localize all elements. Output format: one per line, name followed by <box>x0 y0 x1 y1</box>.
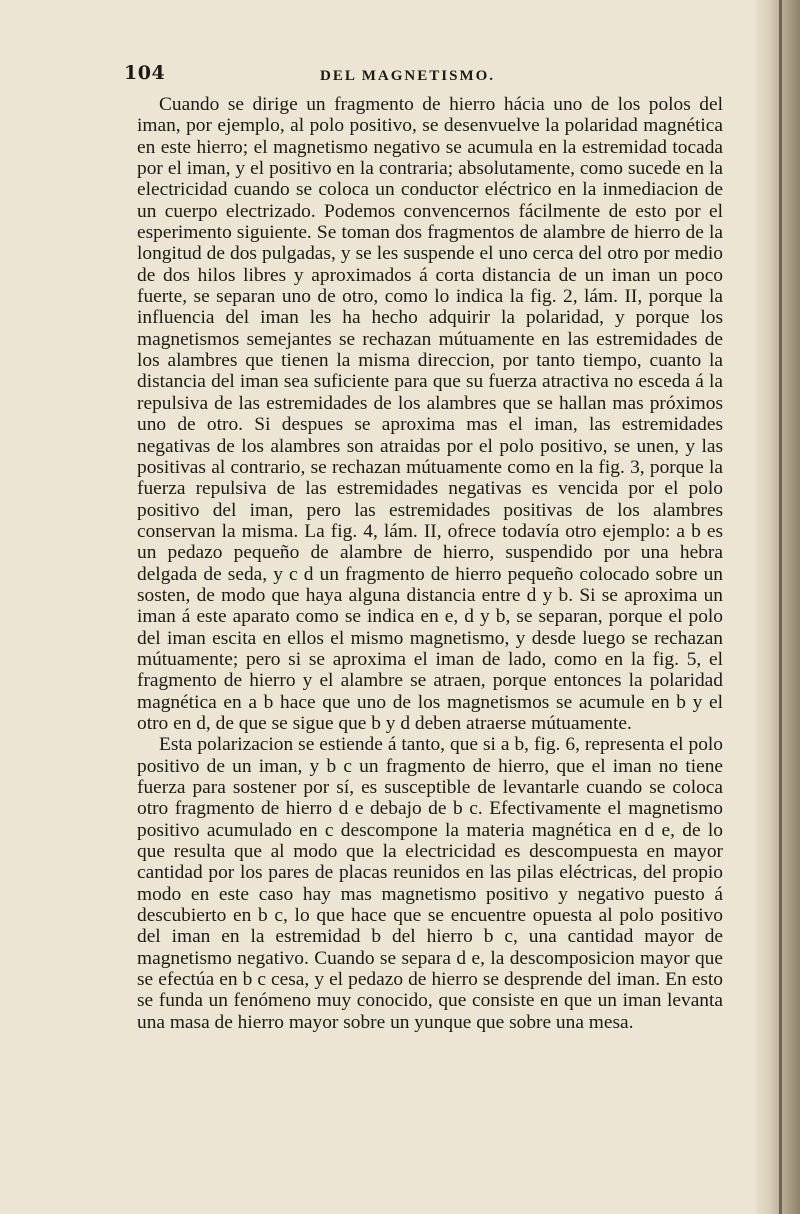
page-header <box>124 62 684 88</box>
paragraph-2: Esta polarizacion se estiende á tanto, que si a b, fig. 6, representa el polo positivo de un iman, y b c un fragmento de hierro, que el iman no tiene fuerza para sostener por sí, es susceptible de levantarle cuando se coloca otro fragmento de hierro d e debajo de b c. Efectivamente el magnetismo positivo acumulado en c descompone la materia magnética en d e, de lo que resulta que al modo que la electricidad es descompuesta en mayor cantidad por los pares de placas reunidos en las pilas eléctricas, del propio modo en este caso hay mas magnetismo positivo y negativo puesto á descubierto en b c, lo que hace que se encuentre opuesta al polo positivo del iman en la estremidad b del hierro b c, una cantidad mayor de magnetismo negativo. Cuando se separa d e, la descomposicion mayor que se efectúa en b c cesa, y el pedazo de hierro se desprende del iman. En esto se funda un fenómeno muy conocido, que consiste en que un iman levanta una masa de hierro mayor sobre un yunque que sobre una mesa. <box>137 734 723 1033</box>
book-spine-edge <box>779 0 782 1214</box>
book-spine-shadow <box>756 0 800 1214</box>
running-head: DEL MAGNETISMO. <box>320 68 496 84</box>
paragraph-1: Cuando se dirige un fragmento de hierro hácia uno de los polos del iman, por ejemplo, al polo positivo, se desenvuelve la polaridad magnética en este hierro; el magnetismo negativo se acumula en la estremidad tocada por el iman, y el positivo en la contraria; absolutamente, como sucede en la electricidad cuando se coloca un conductor eléctrico en la inmediacion de un cuerpo electrizado. Podemos convencernos fácilmente de esto por el esperimento siguiente. Se toman dos fragmentos de alambre de hierro de la longitud de dos pulgadas, y se les suspende el uno cerca del otro por medio de dos hilos libres y aproximados á corta distancia de un iman un poco fuerte, se separan uno de otro, como lo indica la fig. 2, lám. II, porque la influencia del iman les ha hecho adquirir la polaridad, y porque los magnetismos semejantes se rechazan mútuamente en las estremidades de los alambres que tienen la misma direccion, por tanto tiempo, cuanto la distancia del iman sea suficiente para que su fuerza atractiva no esceda á la repulsiva de las estremidades de los alambres que se hallan mas próximos uno de otro. Si despues se aproxima mas el iman, las estremidades negativas de los alambres son atraidas por el polo positivo, se unen, y las positivas al contrario, se rechazan mútuamente como en la fig. 3, porque la fuerza repulsiva de las estremidades negativas es vencida por el polo positivo del iman, pero las estremidades positivas de los alambres conservan la misma. La fig. 4, lám. II, ofrece todavía otro ejemplo: a b es un pedazo pequeño de alambre de hierro, suspendido por una hebra delgada de seda, y c d un fragmento de hierro pequeño colocado sobre un sosten, de modo que haya alguna distancia entre d y b. Si se aproxima un iman á este aparato como se indica en e, d y b, se separan, porque el polo del iman escita en ellos el mismo magnetismo, y desde luego se rechazan mútuamente; pero si se aproxima el iman de lado, como en la fig. 5, el fragmento de hierro y el alambre se atraen, porque entonces la polaridad magnética en a b hace que uno de los magnetismos se acumule en b y el otro en d, de que se sigue que b y d deben atraerse mútuamente. <box>137 94 723 734</box>
body-text <box>137 94 723 1033</box>
page-number: 104 <box>124 62 166 84</box>
